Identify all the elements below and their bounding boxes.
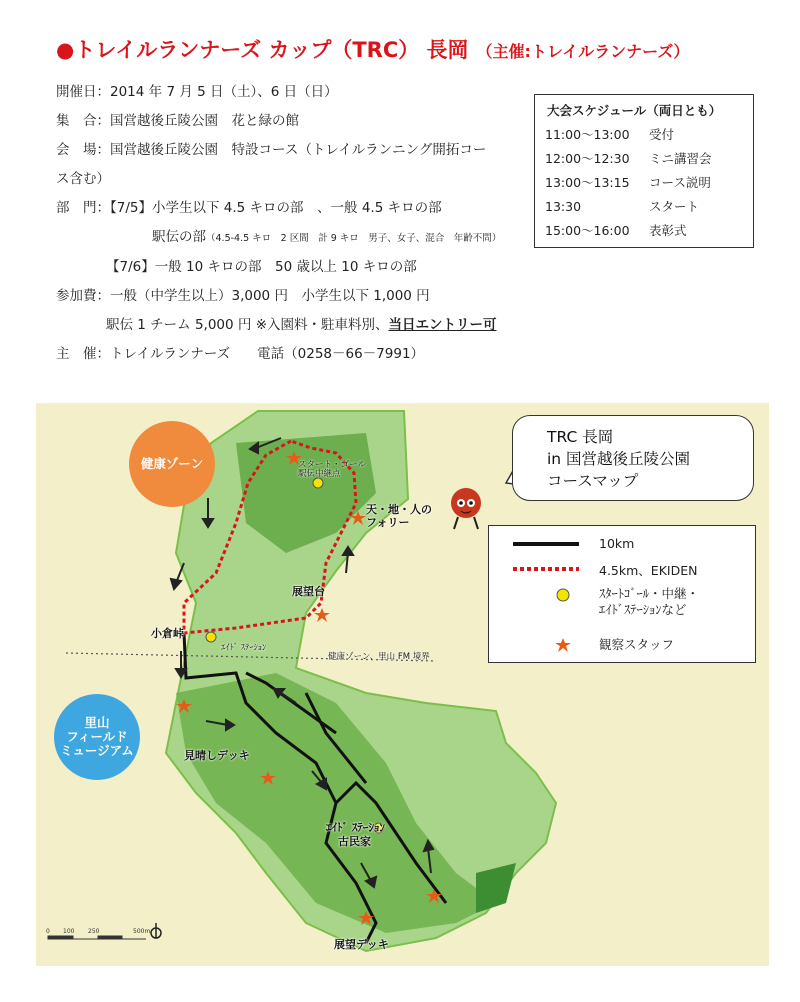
page-title: ●トレイルランナーズ カップ（TRC） 長岡 （主催:トレイルランナーズ） (56, 38, 690, 62)
schedule-row: 13:00～13:15 コース説明 (545, 175, 711, 190)
organizer-tag: （主催:トレイルランナーズ） (476, 42, 690, 61)
event-info (56, 78, 536, 369)
legend-4_5km: 4.5km、EKIDEN (599, 563, 698, 578)
info-date: 開催日：2014 年 7 月 5 日（土）、6 日（日） (56, 84, 338, 100)
schedule-row: 12:00～12:30 ミニ講習会 (545, 151, 712, 166)
legend-staff: 観察スタッフ (599, 637, 675, 652)
info-fee-2: 駅伝 1 チーム 5,000 円 ※入園料・駐車料別、当日エントリー可 (106, 317, 497, 333)
mascot-icon (451, 488, 481, 529)
schedule-row: 15:00～16:00 表彰式 (545, 223, 687, 238)
legend-10km: 10km (599, 536, 635, 551)
course-map (36, 403, 769, 966)
info-venue-cont: ス含む） (56, 171, 110, 187)
info-ekiden: 駅伝の部（4.5-4.5 キロ 2 区間 計 9 キロ 男子、女子、混合 年齢不問） (152, 229, 502, 245)
schedule-row: 11:00～13:00 受付 (545, 127, 675, 142)
ekiden-note: （4.5-4.5 キロ 2 区間 計 9 キロ 男子、女子、混合 年齢不問） (206, 233, 502, 244)
scale-label-0: 0 (46, 928, 50, 935)
info-host: 主 催：トレイルランナーズ 電話（0258－66－7991） (56, 346, 425, 362)
callout-line-2: in 国営越後丘陵公園 (547, 450, 691, 468)
info-division-2: 【7/6】一般 10 キロの部 50 歳以上 10 キロの部 (106, 259, 417, 275)
scale-bar (48, 936, 146, 939)
point-start-goal (313, 478, 323, 488)
schedule-heading: 大会スケジュール（両日とも） (547, 103, 722, 118)
zone-kenko: 健康ゾーン (129, 421, 215, 507)
label-ogura: 小倉峠 (151, 627, 184, 640)
scale-label-500: 500m (133, 928, 151, 935)
label-tenbo-deck: 展望デッキ (334, 938, 389, 951)
label-boundary: 健康ゾーン、里山 FM 境界 (328, 652, 430, 662)
same-day-entry: 当日エントリー可 (388, 317, 497, 333)
label-start-goal: スタート・ゴール 駅伝中継点 (298, 460, 366, 479)
callout-line-1: TRC 長岡 (547, 428, 614, 446)
map-legend (488, 525, 756, 663)
info-fee: 参加費：一般（中学生以上）3,000 円 小学生以下 1,000 円 (56, 288, 430, 304)
label-kominka: 古民家 (338, 835, 371, 848)
zone-satoyama: 里山 フィールド ミュージアム (54, 694, 140, 780)
north-arrow-icon (151, 923, 161, 938)
label-tenchijin: 天・地・人の フォリー (366, 503, 432, 529)
info-meeting: 集 合：国営越後丘陵公園 花と緑の館 (56, 113, 299, 129)
point-aid-1 (206, 632, 216, 642)
scale-label-250: 250 (88, 928, 100, 935)
label-tenbodai: 展望台 (292, 585, 325, 598)
callout-line-3: コースマップ (547, 472, 639, 490)
scale-label-100: 100 (63, 928, 75, 935)
scale-labels (46, 928, 150, 935)
label-aid-1: ｴｲﾄﾞ ｽﾃｰｼｮﾝ (221, 643, 267, 653)
schedule-row: 13:30 スタート (545, 199, 700, 214)
label-aid-2: ｴｲﾄﾞ ｽﾃｰｼｮﾝ (326, 821, 385, 834)
info-venue: 会 場：国営越後丘陵公園 特設コース（トレイルランニング開拓コー (56, 142, 487, 158)
label-miharashi: 見晴しデッキ (184, 749, 250, 762)
map-callout (512, 415, 754, 501)
info-division-1: 部 門：【7/5】小学生以下 4.5 キロの部 、一般 4.5 キロの部 (56, 200, 442, 216)
schedule-box (534, 94, 754, 248)
legend-points: ｽﾀｰﾄｺﾞｰﾙ・中継・ ｴｲﾄﾞｽﾃｰｼｮﾝなど (599, 586, 700, 617)
